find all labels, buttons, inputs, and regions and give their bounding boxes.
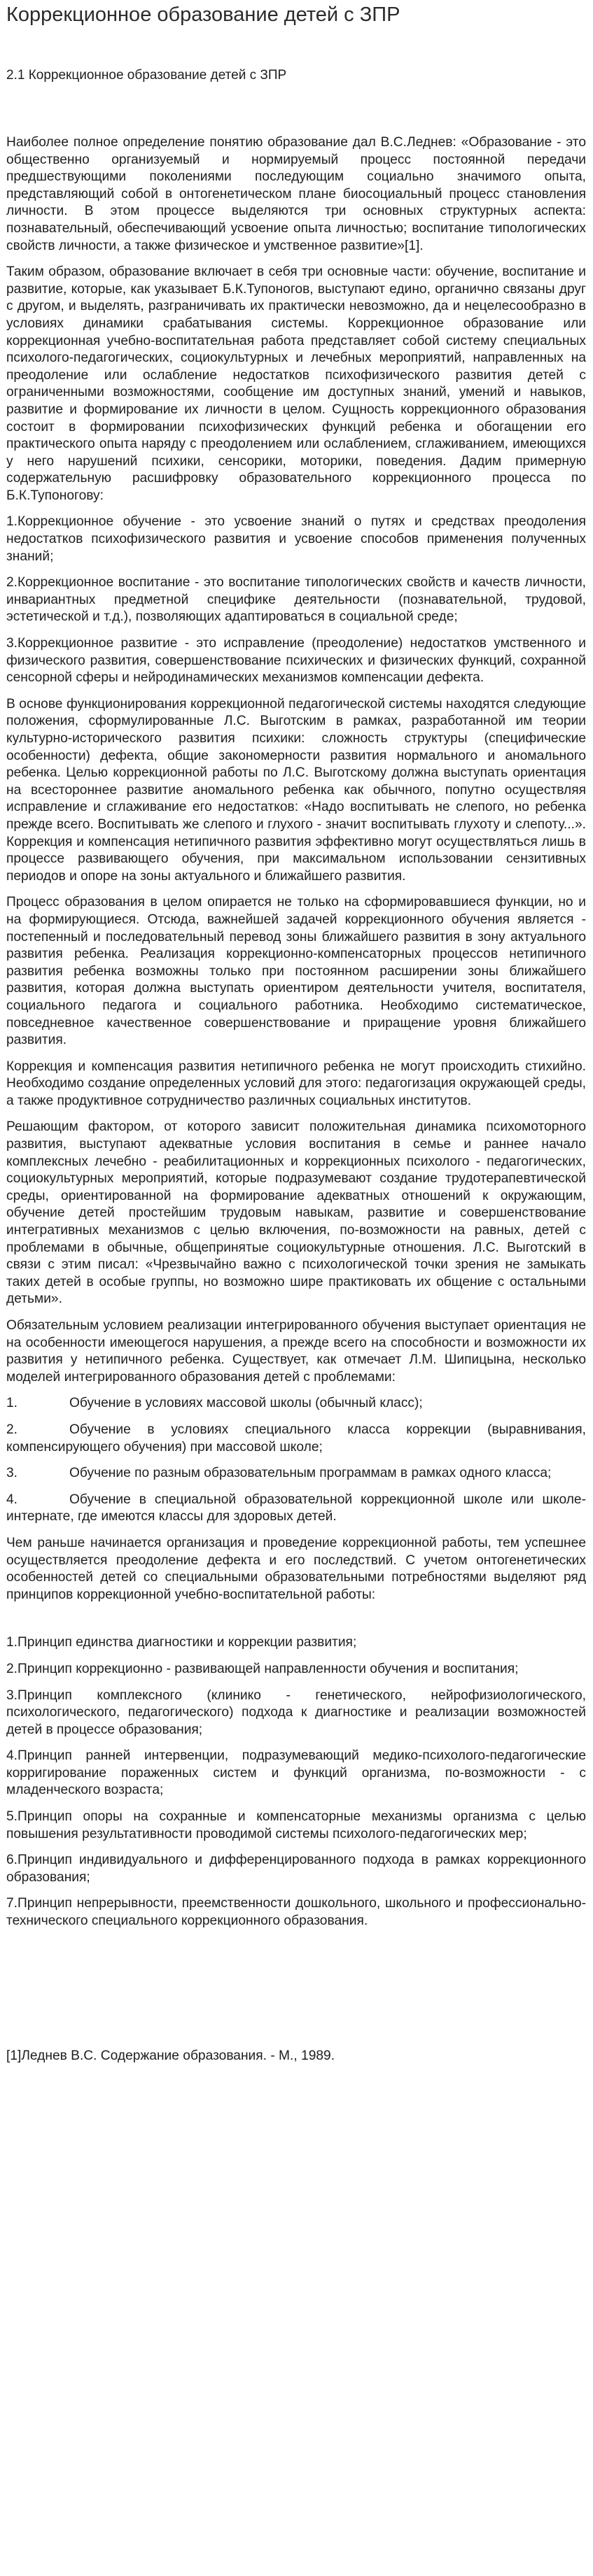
list-item-text: Обучение в специальной образовательной коррекционной школе или школе-интернате, где имеются классы для здоровых детей. <box>6 1492 586 1524</box>
list-item <box>6 1395 586 1413</box>
list-item-number: 3. <box>6 1466 18 1481</box>
main-text <box>6 134 586 1930</box>
principle-item: 3.Принцип комплексного (клинико - генетического, нейрофизиологического, психологического, педагогического) подхода к диагностике и реализации возможностей детей в процессе образования; <box>6 1687 586 1737</box>
list-item-text: Обучение по разным образовательным программам в рамках одного класса; <box>69 1466 552 1481</box>
paragraph: 1.Коррекционное обучение - это усвоение знаний о путях и средствах преодоления недостатков психофизического развития и усвоение способов применения полученных знаний; <box>6 514 586 564</box>
paragraph: Решающим фактором, от которого зависит положительная динамика психомоторного развития, выступают адекватные условия воспитания в семье и раннее начало комплексных лечебно - реабилитационных и коррекционных психолого - педагогических, социокультурных мероприятий, которые подразумевают создание трудотерапевтической среды, ориентированной на формирование адекватных отношений к окружающим, обучение детей простейшим трудовым навыкам, развитие и совершенствование интегративных механизмов с целью включения, по-возможности на равных, детей с проблемами в обычные, общепринятые социокультурные отношения. Л.С. Выготский в связи с этим писал: «Чрезвычайно важно с психологической точки зрения не замыкать таких детей в особые группы, но возможно шире практиковать их общение с остальными детьми». <box>6 1119 586 1307</box>
list-item-text: Обучение в условиях специального класса коррекции (выравнивания, компенсирующего обучения) при массовой школе; <box>6 1422 586 1455</box>
footnote: [1]Леднев В.С. Содержание образования. - М., 1989. <box>6 2048 335 2063</box>
list-item-number: 2. <box>6 1422 18 1437</box>
principle-item: 4.Принцип ранней интервенции, подразумевающий медико-психолого-педагогические корригирование пораженных систем и функций организма, по-возможности - с младенческого возраста; <box>6 1748 586 1798</box>
models-list <box>6 1395 586 1526</box>
principle-item: 6.Принцип индивидуального и дифференцированного подхода в рамках коррекционного образования; <box>6 1853 586 1885</box>
page-title: Коррекционное образование детей с ЗПР <box>6 3 400 26</box>
list-item-number: 1. <box>6 1396 18 1411</box>
principle-item: 5.Принцип опоры на сохранные и компенсаторные механизмы организма с целью повышения результативности проводимой системы психолого-педагогических мер; <box>6 1809 586 1841</box>
paragraph: 3.Коррекционное развитие - это исправление (преодоление) недостатков умственного и физического развития, совершенствование психических и физических функций, сохранной сенсорной сферы и нейродинамических механизмов компенсации дефекта. <box>6 636 586 686</box>
paragraph: Таким образом, образование включает в себя три основные части: обучение, воспитание и развитие, которые, как указывает Б.К.Тупоногов, выступают едино, органично связаны друг с другом, и выделять, разграничивать их практически невозможно, да и нецелесообразно в условиях динамики срабатывания системы. Коррекционное образование или коррекционная учебно-воспитательная работа представляет собой систему специальных психолого-педагогических, социокультурных и лечебных мероприятий, направленных на преодоление или ослабление недостатков психофизического развития детей с ограниченными возможностями, сообщение им доступных знаний, умений и навыков, развитие и формирование их личности в целом. Сущность коррекционного образования состоит в формировании психофизических функций ребенка и обогащении его практического опыта наряду с преодолением или ослаблением, сглаживанием, имеющихся у него нарушений психики, сенсорики, моторики, поведения. Дадим примерную содержательную расшифровку образовательного коррекционного процесса по Б.К.Тупоногову: <box>6 264 586 503</box>
paragraph: 2.Коррекционное воспитание - это воспитание типологических свойств и качеств личности, инвариантных предметной специфике деятельности (познавательной, трудовой, эстетической и т.д.), позволяющих адаптироваться в социальной среде; <box>6 575 586 625</box>
paragraph: Чем раньше начинается организация и проведение коррекционной работы, тем успешнее осуществляется преодоление дефекта и его последствий. С учетом онтогенетических особенностей детей со специальными образовательными потребностями выделяют ряд принципов коррекционной учебно-воспитательной работы: <box>6 1535 586 1602</box>
paragraph: В основе функционирования коррекционной педагогической системы находятся следующие положения, сформулированные Л.С. Выготским в рамках, разработанной им теории культурно-исторического развития психики: сложность структуры (специфические особенности) дефекта, общие закономерности развития нормального и аномального ребенка. Целью коррекционной работы по Л.С. Выготскому должна выступать ориентация на всестороннее развитие аномального ребенка как обычного, попутно осуществляя исправление и сглаживание его недостатков: «Надо воспитывать не слепого, но ребенка прежде всего. Воспитывать же слепого и глухого - значит воспитывать глухоту и слепоту...». Коррекция и компенсация нетипичного развития эффективно могут осуществляться лишь в процессе развивающего обучения, при максимальном использовании сензитивных периодов и опоре на зоны актуального и ближайшего развития. <box>6 696 586 884</box>
paragraph: Коррекция и компенсация развития нетипичного ребенка не могут происходить стихийно. Необходимо создание определенных условий для этого: педагогизация окружающей среды, а также продуктивное сотрудничество различных социальных институтов. <box>6 1059 586 1108</box>
principle-item: 2.Принцип коррекционно - развивающей направленности обучения и воспитания; <box>6 1661 519 1676</box>
principle-item: 1.Принцип единства диагностики и коррекции развития; <box>6 1635 357 1650</box>
principles-list <box>6 1634 586 1930</box>
list-item-number: 4. <box>6 1492 18 1507</box>
principle-item: 7.Принцип непрерывности, преемственности дошкольного, школьного и профессионально-технического специального коррекционного образования. <box>6 1896 586 1929</box>
paragraph: Наиболее полное определение понятию образование дал В.С.Леднев: «Образование - это общественно организуемый и нормируемый процесс постоянной передачи предшествующими поколениями последующим социально значимого опыта, представляющий собой в онтогенетическом плане биосоциальный процесс становления личности. В этом процессе выделяются три основных структурных аспекта: познавательный, обеспечивающий усвоение опыта личностью; воспитание типологических свойств личности, а также физическое и умственное развитие»[1]. <box>6 135 586 253</box>
paragraph: Процесс образования в целом опирается не только на сформировавшиеся функции, но и на формирующиеся. Отсюда, важнейшей задачей коррекционного обучения является - постепенный и последовательный перевод зоны ближайшего развития в зону актуального развития ребенка. Реализация коррекционно-компенсаторных процессов нетипичного развития ребенка возможны только при постоянном расширении зоны ближайшего развития, которая должна выступать ориентиром деятельности учителя, воспитателя, социального педагога и социального работника. Необходимо систематическое, повседневное качественное совершенствование и приращение уровня ближайшего развития. <box>6 895 586 1048</box>
section-heading: 2.1 Коррекционное образование детей с ЗПР <box>6 68 287 83</box>
list-item <box>6 1465 586 1482</box>
list-item <box>6 1492 586 1526</box>
paragraph: Обязательным условием реализации интегрированного обучения выступает ориентация не на особенности имеющегося нарушения, а прежде всего на способности и возможности их развития у нетипичного ребенка. Существует, как отмечает Л.М. Шипицына, несколько моделей интегрированного образования детей с проблемами: <box>6 1318 586 1385</box>
list-item-text: Обучение в условиях массовой школы (обычный класс); <box>69 1396 423 1411</box>
list-item <box>6 1422 586 1456</box>
